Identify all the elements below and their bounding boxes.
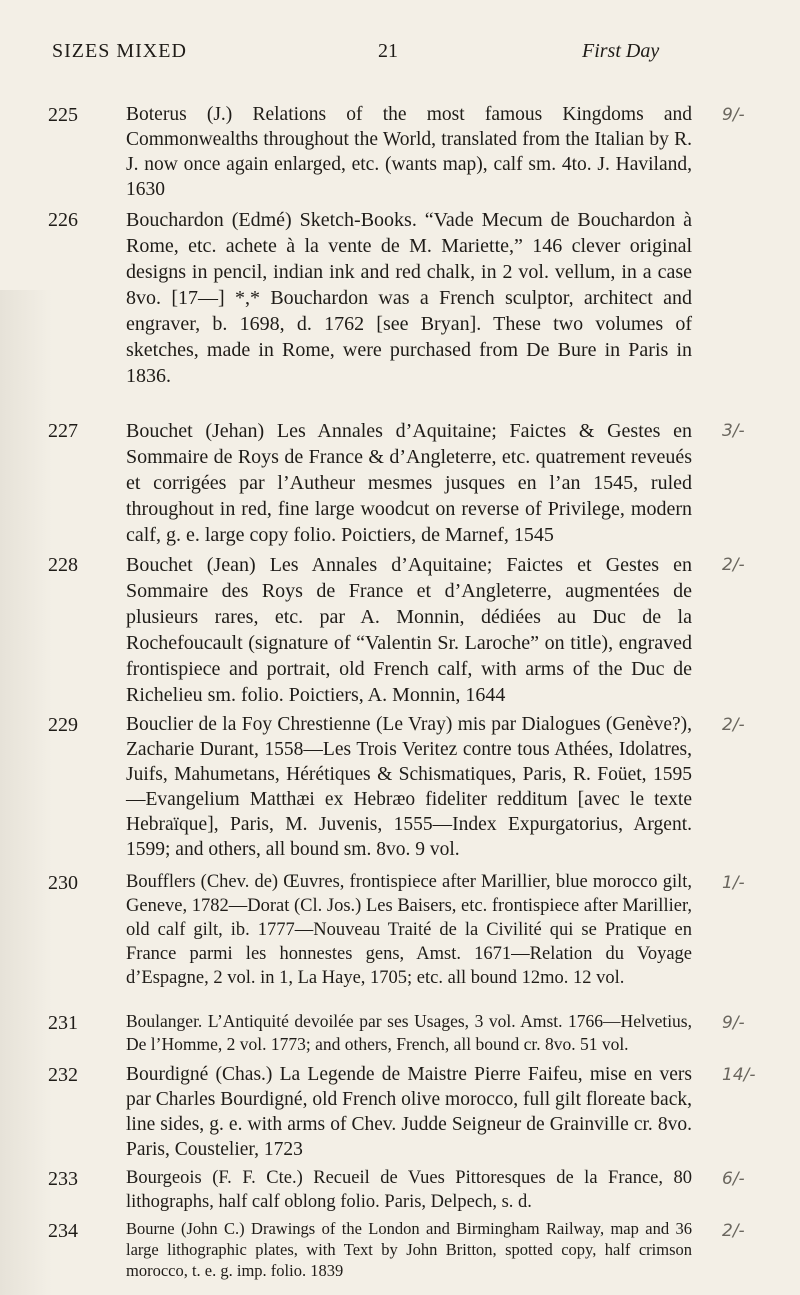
lot-number: 234 — [48, 1220, 78, 1242]
lot-number: 229 — [48, 714, 78, 736]
lot-number: 230 — [48, 872, 78, 894]
lot-number: 232 — [48, 1064, 78, 1086]
lot-description: Boulanger. L’Antiquité devoilée par ses Usages, 3 vol. Amst. 1766—Helvetius, De l’Homme, 2 vol. 1773; and others, French, all bound cr. 8vo. 51 vol. — [126, 1011, 692, 1054]
lot-price-annotation: 1/- — [722, 873, 745, 893]
lot-description: Bourgeois (F. F. Cte.) Recueil de Vues Pittoresques de la France, 80 lithographs, half calf oblong folio. Paris, Delpech, s. d. — [126, 1168, 692, 1212]
lot-price-annotation: 6/- — [722, 1169, 745, 1189]
lot-description: Bourne (John C.) Drawings of the London and Birmingham Railway, map and 36 large lithographic plates, with Text by John Britton, spotted copy, half crimson morocco, t. e. g. imp. folio. 1839 — [126, 1219, 692, 1280]
lot-price-annotation: 3/- — [722, 421, 745, 441]
lot-price-annotation: 9/- — [722, 105, 745, 125]
lot-description: Bouclier de la Foy Chrestienne (Le Vray) mis par Dialogues (Genève?), Zacharie Durant, 1558—Les Trois Veritez contre tous Athées, Idolatres, Juifs, Mahumetans, Hérétiques & Schismatiques, Paris, R. Foüet, 1595—Evangelium Matthæi ex Hebræo fideliter redditum [avec le texte Hebraïque], Paris, M. Juvenis, 1555—Index Expurgatorius, Argent. 1599; and others, all bound sm. 8vo. 9 vol. — [126, 714, 692, 860]
page-number: 21 — [378, 40, 398, 62]
lot-price-annotation: 2/- — [722, 715, 745, 735]
page-edge-shadow — [0, 290, 52, 1295]
lot-description: Bouchardon (Edmé) Sketch-Books. “Vade Mecum de Bouchardon à Rome, etc. achete à la vente de M. Mariette,” 146 clever original designs in pencil, indian ink and red chalk, in 2 vol. vellum, in a case 8vo. [17—] *,* Bouchardon was a French sculptor, architect and engraver, b. 1698, d. 1762 [see Bryan]. These two volumes of sketches, made in Rome, were purchased from De Bure in Paris in 1836. — [126, 209, 692, 387]
lot-price-annotation: 2/- — [722, 555, 745, 575]
lot-number: 231 — [48, 1012, 78, 1034]
lot-price-annotation: 2/- — [722, 1221, 745, 1241]
lot-description: Boterus (J.) Relations of the most famous Kingdoms and Commonwealths throughout the World, translated from the Italian by R. J. now once again enlarged, etc. (wants map), calf sm. 4to. J. Haviland, 1630 — [126, 104, 692, 200]
lot-description: Boufflers (Chev. de) Œuvres, frontispiece after Marillier, blue morocco gilt, Geneve, 1782—Dorat (Cl. Jos.) Les Baisers, etc. frontispiece after Marillier, old calf gilt, ib. 1777—Nouveau Traité de la Civilité qui se Pratique en France parmi les honnestes gens, Amst. 1671—Relation du Voyage d’Espagne, 2 vol. in 1, La Haye, 1705; etc. all bound 12mo. 12 vol. — [126, 872, 692, 988]
running-header — [0, 40, 800, 70]
header-section-title: SIZES MIXED — [52, 40, 187, 62]
lot-number: 227 — [48, 420, 78, 442]
lot-price-annotation: 9/- — [722, 1013, 745, 1033]
lot-number: 233 — [48, 1168, 78, 1190]
lot-description: Bourdigné (Chas.) La Legende de Maistre Pierre Faifeu, mise en vers par Charles Bourdigné, old French olive morocco, full gilt floreate back, line sides, g. e. with arms of Chev. Judde Seigneur de Grainville cr. 8vo. Paris, Coustelier, 1723 — [126, 1064, 692, 1160]
lot-description: Bouchet (Jehan) Les Annales d’Aquitaine; Faictes & Gestes en Sommaire de Roys de France & d’Angleterre, etc. quatrement reveués et corrigées par l’Autheur mesmes jusques en l’an 1545, ruled throughout in red, fine large woodcut on reverse of Privilege, modern calf, g. e. large copy folio. Poictiers, de Marnef, 1545 — [126, 420, 692, 546]
lot-number: 228 — [48, 554, 78, 576]
lot-price-annotation: 14/- — [722, 1065, 756, 1085]
lot-number: 225 — [48, 104, 78, 126]
header-day: First Day — [582, 40, 660, 62]
lot-number: 226 — [48, 209, 78, 231]
lot-description: Bouchet (Jean) Les Annales d’Aquitaine; Faictes et Gestes en Sommaire des Roys de France et d’Angleterre, augmentées de plusieurs rares, etc. par A. Monnin, dédiées au Duc de la Rochefoucault (signature of “Valentin Sr. Laroche” on title), engraved frontispiece and portrait, old French calf, with arms of the Duc de Richelieu sm. folio. Poictiers, A. Monnin, 1644 — [126, 554, 692, 706]
